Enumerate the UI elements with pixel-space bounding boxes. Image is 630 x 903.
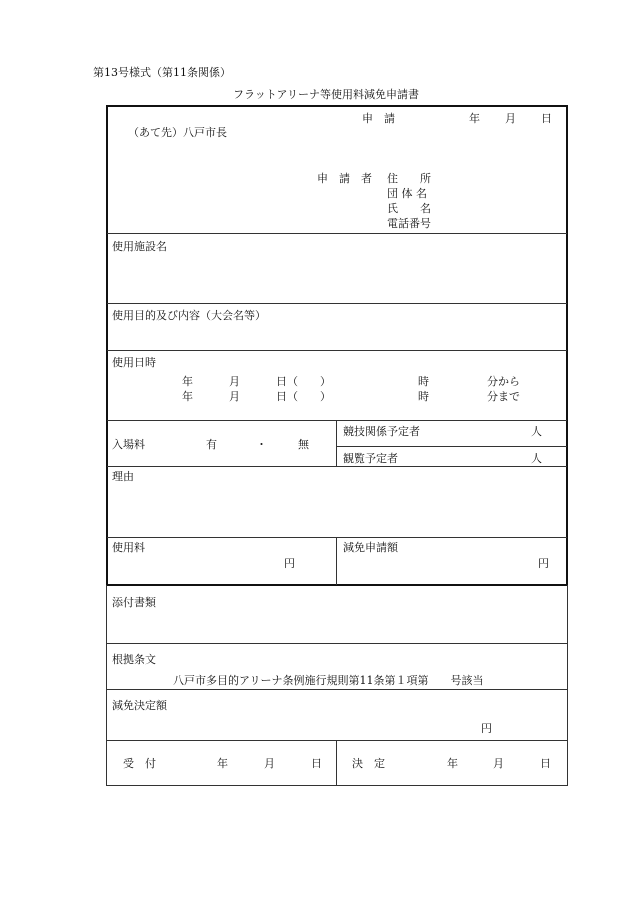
spectators-label: 観覧予定者 (343, 452, 398, 465)
phone-label: 電話番号 (387, 217, 431, 230)
decision-year: 年 (447, 757, 458, 770)
form-number: 第13号様式（第11条関係） (93, 66, 231, 79)
received-year: 年 (217, 757, 228, 770)
form-title: フラットアリーナ等使用料減免申請書 (233, 88, 420, 101)
decision-day: 日 (540, 757, 551, 770)
divider (336, 740, 337, 786)
fee-label: 使用料 (112, 541, 145, 554)
divider (336, 420, 337, 466)
addressee: （あて先）八戸市長 (128, 126, 227, 139)
divider (107, 350, 567, 351)
spectators-unit: 人 (531, 452, 542, 465)
basis-label: 根拠条文 (112, 653, 156, 666)
to-label: 分まで (487, 390, 520, 403)
start-month-label: 月 (229, 375, 240, 388)
admission-no: 無 (298, 438, 309, 451)
divider (107, 466, 567, 467)
divider (107, 233, 567, 234)
divider (107, 303, 567, 304)
end-month-label: 月 (229, 390, 240, 403)
admission-label: 入場料 (112, 438, 145, 451)
end-year-label: 年 (182, 390, 193, 403)
address-label: 住 所 (387, 172, 431, 185)
apply-label: 申 請 (362, 112, 395, 125)
divider (336, 537, 337, 585)
from-label: 分から (487, 375, 520, 388)
admission-dot: ・ (256, 438, 267, 451)
start-hour-label: 時 (418, 375, 429, 388)
applicant-label: 申 請 者 (317, 172, 372, 185)
divider (337, 446, 567, 447)
athletes-unit: 人 (531, 425, 542, 438)
divider (107, 643, 567, 644)
received-label: 受 付 (123, 757, 156, 770)
name-label: 氏 名 (387, 202, 431, 215)
decision-month: 月 (493, 757, 504, 770)
divider (107, 689, 567, 690)
start-day-label: 日（ ） (276, 375, 331, 388)
fee-yen: 円 (284, 557, 295, 570)
decision-label: 決 定 (352, 757, 385, 770)
decision-amount-yen: 円 (481, 722, 492, 735)
admission-yes: 有 (206, 438, 217, 451)
attachments-label: 添付書類 (112, 596, 156, 609)
apply-month-label: 月 (505, 112, 516, 125)
start-year-label: 年 (182, 375, 193, 388)
received-month: 月 (264, 757, 275, 770)
apply-day-label: 日 (541, 112, 552, 125)
divider (107, 740, 567, 741)
apply-year-label: 年 (469, 112, 480, 125)
end-hour-label: 時 (418, 390, 429, 403)
divider (107, 420, 567, 421)
purpose-label: 使用目的及び内容（大会名等） (112, 309, 266, 322)
reduction-yen: 円 (538, 557, 549, 570)
received-day: 日 (311, 757, 322, 770)
organization-label: 団 体 名 (387, 187, 427, 200)
schedule-label: 使用日時 (112, 356, 156, 369)
end-day-label: 日（ ） (276, 390, 331, 403)
reduction-label: 減免申請額 (343, 541, 398, 554)
decision-amount-label: 減免決定額 (112, 699, 167, 712)
athletes-label: 競技関係予定者 (343, 425, 420, 438)
reason-label: 理由 (112, 470, 134, 483)
facility-label: 使用施設名 (112, 240, 167, 253)
divider (107, 537, 567, 538)
basis-text: 八戸市多目的アリーナ条例施行規則第11条第１項第 号該当 (173, 674, 484, 687)
